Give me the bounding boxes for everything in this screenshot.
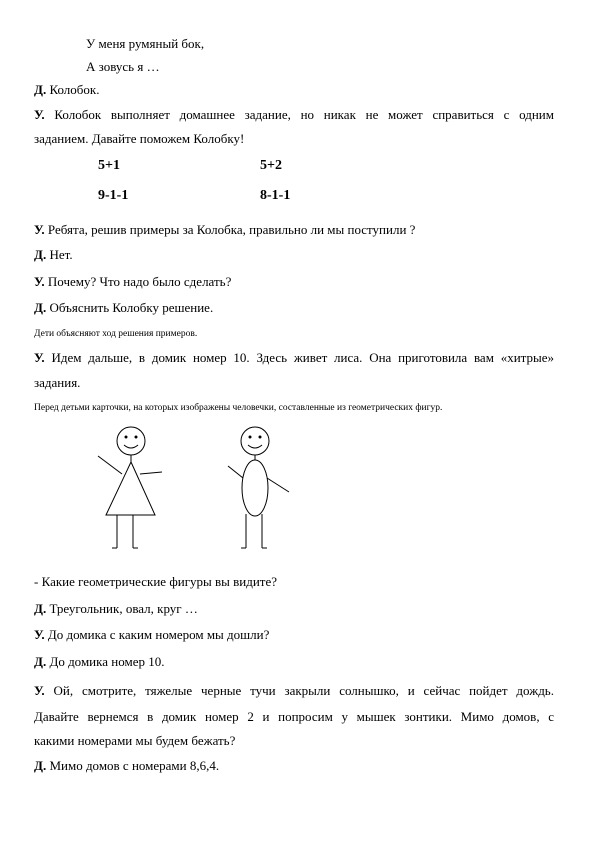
triangle-body [106,462,155,515]
speaker-label: Д. [34,601,47,616]
dialogue-u2 [34,222,415,238]
smile [124,445,138,448]
dialogue-d2 [34,247,73,263]
dialogue-u3 [34,274,231,290]
example-5-plus-1: 5+1 [98,158,120,173]
dialogue-u4-line-1 [34,350,554,366]
dialogue-u1-line-1 [34,107,554,123]
speaker-label: У. [34,222,45,237]
example-9-1-1: 9-1-1 [98,188,129,203]
dialogue-text: Ой, смотрите, тяжелые черные тучи закрыли солнышко, и сейчас пойдет дождь. [44,683,554,698]
dialogue-d4 [34,601,198,617]
stage-note-1: Дети объясняют ход решения примеров. [34,329,198,339]
dialogue-text: Ребята, решив примеры за Колобка, правильно ли мы поступили ? [44,222,416,237]
speaker-label: Д. [34,758,47,773]
dialogue-u5 [34,627,269,643]
left-eye [249,436,251,438]
left-arm [228,466,243,478]
dialogue-d6 [34,758,219,774]
dialogue-u6-line-2: Давайте вернемся в домик номер 2 и попросим у мышек зонтики. Мимо домов, с [34,709,554,724]
dialogue-u1-line-2: заданием. Давайте поможем Колобку! [34,131,245,146]
head-circle [117,427,145,455]
teacher-question: - Какие геометрические фигуры вы видите? [34,574,278,589]
dialogue-text: Идем дальше, в домик номер 10. Здесь живет лиса. Она приготовила вам «хитрые» [44,350,554,365]
right-arm [267,478,289,492]
oval-body [242,460,268,516]
right-eye [259,436,261,438]
dialogue-text: Колобок выполняет домашнее задание, но никак не может справиться с одним [44,107,554,122]
speaker-label: У. [34,627,45,642]
dialogue-text: Треугольник, овал, круг … [46,601,198,616]
dialogue-d3 [34,300,213,316]
stage-note-2: Перед детьми карточки, на которых изображены человечки, составленные из геометрических фигур. [34,403,443,413]
dialogue-u6-line-1 [34,683,554,699]
dialogue-text: Мимо домов с номерами 8,6,4. [46,758,220,773]
speaker-label: У. [34,274,45,289]
dialogue-text: Колобок. [46,82,100,97]
head-circle [241,427,269,455]
speaker-label: У. [34,683,45,698]
dialogue-d5 [34,654,164,670]
oval-body-figure [228,427,289,548]
dialogue-d1 [34,82,99,98]
dialogue-u6-line-3: какими номерами мы будем бежать? [34,733,236,748]
smile [248,445,262,448]
right-eye [135,436,137,438]
left-eye [125,436,127,438]
riddle-line-1: У меня румяный бок, [86,36,205,51]
dialogue-text: Нет. [46,247,73,262]
dialogue-text: До домика с каким номером мы дошли? [44,627,270,642]
dialogue-u4-line-2: задания. [34,375,81,390]
speaker-label: У. [34,350,45,365]
right-arm [140,472,162,474]
dialogue-text: До домика номер 10. [46,654,165,669]
speaker-label: У. [34,107,45,122]
speaker-label: Д. [34,654,47,669]
dialogue-text: Объяснить Колобку решение. [46,300,214,315]
speaker-label: Д. [34,300,47,315]
riddle-line-2: А зовусь я … [86,59,160,74]
example-5-plus-2: 5+2 [260,158,282,173]
speaker-label: Д. [34,82,47,97]
left-arm [98,456,122,474]
triangle-body-figure [98,427,162,548]
dialogue-text: Почему? Что надо было сделать? [44,274,232,289]
speaker-label: Д. [34,247,47,262]
example-8-1-1: 8-1-1 [260,188,291,203]
